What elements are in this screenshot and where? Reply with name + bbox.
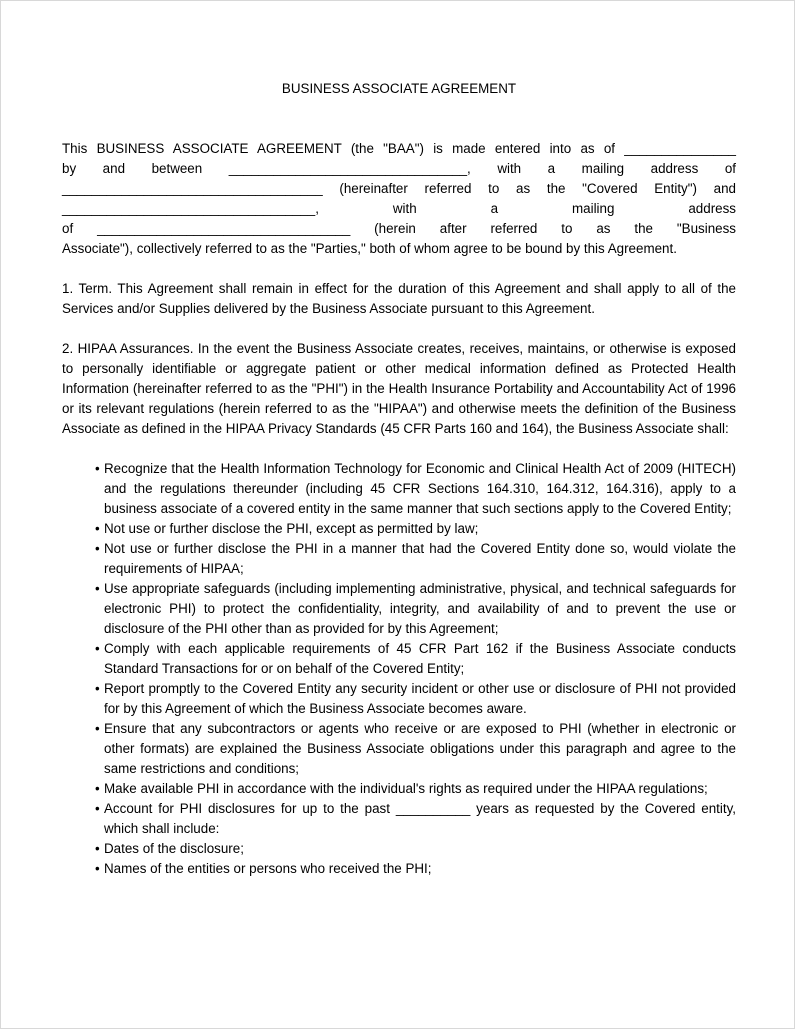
list-item (95, 539, 736, 579)
bullet-icon: • (95, 681, 100, 696)
intro-line: of __________________________________ (herein after referred to as the "Business (62, 221, 736, 236)
list-item (95, 519, 736, 539)
list-item-text: Report promptly to the Covered Entity any security incident or other use or disclosure of PHI not provided for by this Agreement of which the Business Associate becomes aware. (104, 681, 736, 716)
bullet-icon: • (95, 861, 100, 876)
list-item (95, 719, 736, 779)
list-item-text: Make available PHI in accordance with the individual's rights as required under the HIPAA regulations; (104, 781, 708, 796)
section-term: 1. Term. This Agreement shall remain in effect for the duration of this Agreement and shall apply to all of the Services and/or Supplies delivered by the Business Associate pursuant to this Agreement. (62, 281, 736, 316)
intro-line: ___________________________________ (hereinafter referred to as the "Covered Entity") and (62, 181, 736, 196)
list-item-text: Ensure that any subcontractors or agents who receive or are exposed to PHI (whether in electronic or other formats) are explained the Business Associate obligations under this paragraph and agree to the same restrictions and conditions; (104, 721, 736, 776)
intro-line: by and between ________________________________, with a mailing address of (62, 161, 736, 176)
intro-line: This BUSINESS ASSOCIATE AGREEMENT (the "BAA") is made entered into as of _______________ (62, 141, 736, 156)
intro-line: Associate"), collectively referred to as the "Parties," both of whom agree to be bound by this Agreement. (62, 241, 677, 256)
list-item-text: Not use or further disclose the PHI in a manner that had the Covered Entity done so, would violate the requirements of HIPAA; (104, 541, 736, 576)
bullet-icon: • (95, 781, 100, 796)
bullet-icon: • (95, 721, 100, 736)
list-item-text: Account for PHI disclosures for up to the past __________ years as requested by the Covered entity, which shall include: (104, 801, 736, 836)
list-item (95, 779, 736, 799)
section-hipaa-assurances: 2. HIPAA Assurances. In the event the Business Associate creates, receives, maintains, or otherwise is exposed to personally identifiable or aggregate patient or other medical information defined as Protected Health Information (hereinafter referred to as the "PHI") in the Health Insurance Portability and Accountability Act of 1996 or its relevant regulations (herein referred to as the "HIPAA") and otherwise meets the definition of the Business Associate as defined in the HIPAA Privacy Standards (45 CFR Parts 160 and 164), the Business Associate shall: (62, 341, 736, 436)
document-body (62, 79, 736, 879)
list-item (95, 639, 736, 679)
list-item (95, 859, 736, 879)
bullet-icon: • (95, 581, 100, 596)
list-item-text: Names of the entities or persons who received the PHI; (104, 861, 432, 876)
list-item-text: Comply with each applicable requirements of 45 CFR Part 162 if the Business Associate conducts Standard Transactions for or on behalf of the Covered Entity; (104, 641, 736, 676)
list-item (95, 579, 736, 639)
bullet-icon: • (95, 521, 100, 536)
list-item (95, 799, 736, 839)
list-item-text: Not use or further disclose the PHI, except as permitted by law; (104, 521, 479, 536)
intro-line: __________________________________, with a mailing address (62, 201, 736, 216)
list-item-text: Use appropriate safeguards (including implementing administrative, physical, and technical safeguards for electronic PHI) to protect the confidentiality, integrity, and availability of and to prevent the use or disclosure of the PHI other than as provided for by this Agreement; (104, 581, 736, 636)
list-item (95, 839, 736, 859)
list-item (95, 459, 736, 519)
bullet-icon: • (95, 801, 100, 816)
list-item-text: Dates of the disclosure; (104, 841, 244, 856)
document-title: BUSINESS ASSOCIATE AGREEMENT (281, 81, 517, 96)
bullet-icon: • (95, 841, 100, 856)
bullet-icon: • (95, 541, 100, 556)
list-item (95, 679, 736, 719)
obligations-list (62, 459, 736, 879)
bullet-icon: • (95, 641, 100, 656)
bullet-icon: • (95, 461, 100, 476)
list-item-text: Recognize that the Health Information Technology for Economic and Clinical Health Act of 2009 (HITECH) and the regulations thereunder (including 45 CFR Sections 164.310, 164.312, 164.316), apply to a business associate of a covered entity in the same manner that such sections apply to the Covered Entity; (104, 461, 736, 516)
intro-paragraph (62, 139, 736, 259)
